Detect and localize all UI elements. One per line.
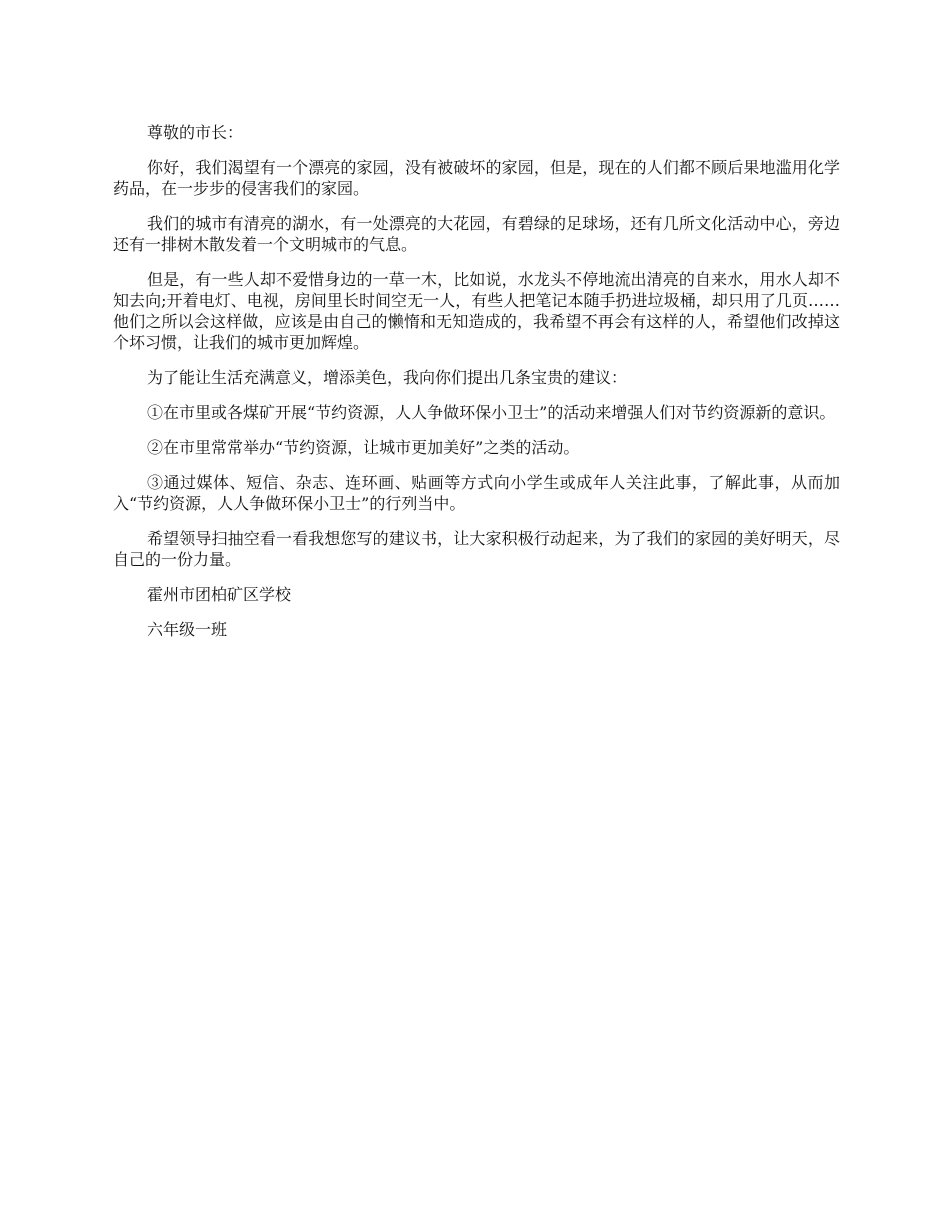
paragraph-greeting: 你好，我们渴望有一个漂亮的家园，没有被破坏的家园，但是，现在的人们都不顾后果地滥用化学药品，在一步步的侵害我们的家园。 [113, 158, 840, 198]
paragraph-problems: 但是，有一些人却不爱惜身边的一草一木，比如说，水龙头不停地流出清亮的自来水，用水人却不知去向;开着电灯、电视，房间里长时间空无一人，有些人把笔记本随手扔进垃圾桶，却只用了几页……他们之所以会这样做，应该是由自己的懒惰和无知造成的，我希望不再会有这样的人，希望他们改掉这个坏习惯，让我们的城市更加辉煌。 [113, 270, 840, 352]
suggestion-item-3: ③通过媒体、短信、杂志、连环画、贴画等方式向小学生或成年人关注此事，了解此事，从而加入“节约资源，人人争做环保小卫士”的行列当中。 [113, 473, 840, 513]
paragraph-suggestion-intro: 为了能让生活充满意义，增添美色，我向你们提出几条宝贵的建议： [147, 368, 628, 387]
letter-body [113, 122, 840, 654]
suggestion-item-2: ②在市里常常举办“节约资源，让城市更加美好”之类的活动。 [147, 438, 580, 457]
paragraph-city-description: 我们的城市有清亮的湖水，有一处漂亮的大花园，有碧绿的足球场，还有几所文化活动中心，旁边还有一排树木散发着一个文明城市的气息。 [113, 214, 840, 254]
paragraph-closing: 希望领导扫抽空看一看我想您写的建议书，让大家积极行动起来，为了我们的家园的美好明天，尽自己的一份力量。 [113, 529, 840, 569]
signature-school: 霍州市团柏矿区学校 [147, 585, 292, 604]
salutation: 尊敬的市长： [147, 123, 244, 142]
signature-class: 六年级一班 [147, 620, 228, 639]
suggestion-item-1: ①在市里或各煤矿开展“节约资源，人人争做环保小卫士”的活动来增强人们对节约资源新的意识。 [147, 403, 836, 422]
